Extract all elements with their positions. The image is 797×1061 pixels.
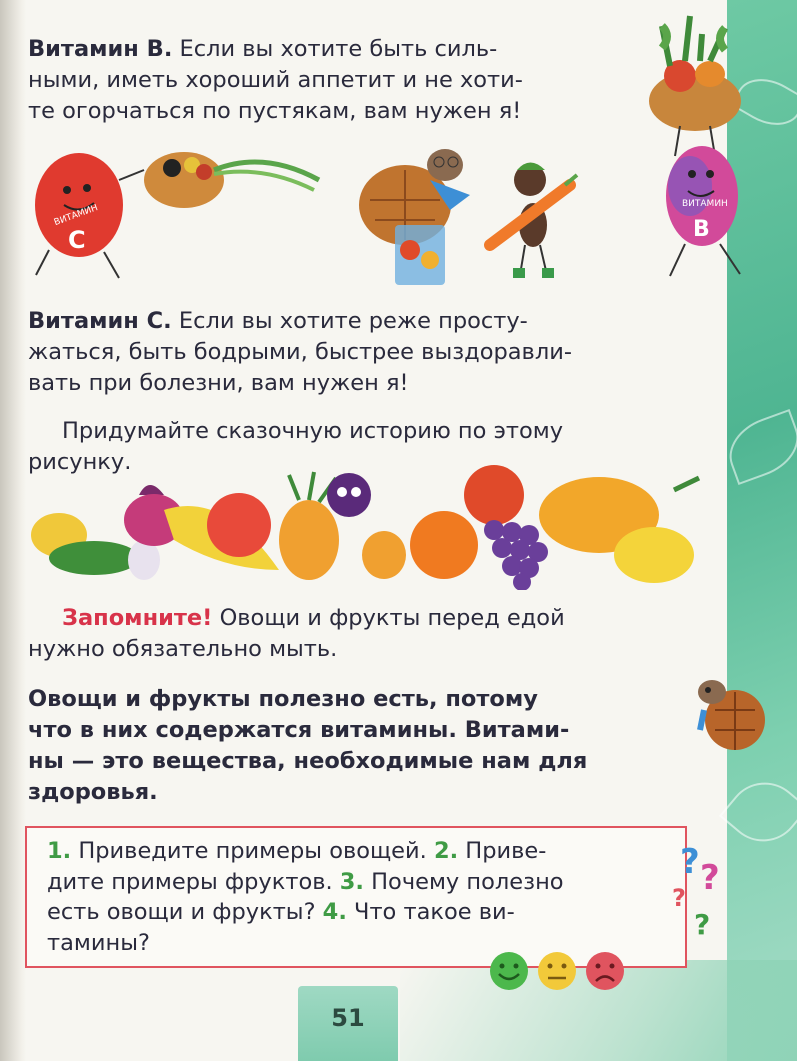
question-1: Приведите примеры овощей. bbox=[71, 838, 434, 864]
vitamin-b-badge-letter: В bbox=[693, 217, 710, 242]
vitamin-b-title: Витамин В. bbox=[28, 36, 173, 62]
vitamin-b-line1: Если вы хотите быть силь- bbox=[172, 36, 498, 62]
question-number-3: 3. bbox=[339, 868, 364, 895]
questions-text bbox=[47, 836, 643, 958]
page-number: 51 bbox=[298, 986, 398, 1061]
remember-label: Запомните! bbox=[62, 605, 213, 631]
vitamin-c-line2: жаться, быть бодрыми, быстрее выздоравли- bbox=[28, 339, 572, 365]
vitamin-b-character-illustration bbox=[640, 6, 750, 286]
vitamin-b-line2: ными, иметь хороший аппетит и не хоти- bbox=[28, 67, 523, 93]
question-3-part-a: Почему полезно bbox=[363, 868, 564, 895]
vitamin-c-badge-word: ВИТАМИН bbox=[52, 203, 100, 229]
task-line2: рисунку. bbox=[28, 449, 132, 475]
vitamin-c-line1: Если вы хотите реже просту- bbox=[171, 308, 528, 334]
question-number-4: 4. bbox=[322, 899, 347, 925]
neutral-face-icon bbox=[538, 952, 576, 990]
fruits-and-vegetables-illustration bbox=[24, 460, 704, 590]
question-number-1: 1. bbox=[47, 838, 72, 864]
task-line1: Придумайте сказочную историю по этому bbox=[62, 418, 564, 444]
self-assessment-faces bbox=[488, 950, 628, 992]
vitamin-c-character-illustration bbox=[24, 140, 324, 285]
question-4-part-b: тамины? bbox=[47, 929, 150, 956]
turtle-and-ant-illustration bbox=[355, 140, 585, 290]
question-number-2: 2. bbox=[433, 838, 459, 864]
vitamin-b-badge-word: ВИТАМИН bbox=[682, 199, 728, 209]
turtle-margin-illustration bbox=[690, 670, 770, 760]
vitamin-c-line3: вать при болезни, вам нужен я! bbox=[28, 370, 409, 396]
vitamin-c-paragraph bbox=[28, 306, 688, 399]
vitamin-b-line3: те огорчаться по пустякам, вам нужен я! bbox=[28, 98, 522, 124]
vitamin-b-paragraph bbox=[28, 34, 614, 127]
question-3-part-b: есть овощи и фрукты? bbox=[47, 899, 323, 925]
vitamin-c-badge-letter: С bbox=[68, 226, 86, 254]
rule-line2: что в них содержатся витамины. Витами- bbox=[28, 717, 570, 743]
question-mark-icon: ? bbox=[680, 842, 700, 882]
vitamin-c-title: Витамин С. bbox=[28, 308, 172, 334]
question-2-part-a: Приве- bbox=[458, 838, 547, 864]
question-mark-icon: ? bbox=[694, 908, 711, 941]
rule-line3: ны — это вещества, необходимые нам для bbox=[28, 748, 588, 774]
rule-paragraph bbox=[28, 684, 676, 808]
questions-box bbox=[25, 826, 687, 968]
rule-line1: Овощи и фрукты полезно есть, потому bbox=[28, 686, 538, 712]
question-2-part-b: дите примеры фруктов. bbox=[47, 868, 340, 895]
question-mark-icon: ? bbox=[672, 884, 686, 912]
page-gutter-shadow bbox=[0, 0, 26, 1061]
sad-face-icon bbox=[586, 952, 624, 990]
rule-line4: здоровья. bbox=[28, 779, 158, 805]
remember-line2: нужно обязательно мыть. bbox=[28, 636, 338, 662]
remember-paragraph bbox=[28, 603, 688, 665]
happy-face-icon bbox=[490, 952, 528, 990]
question-mark-icon: ? bbox=[700, 858, 720, 898]
question-4-part-a: Что такое ви- bbox=[346, 899, 515, 925]
remember-line1: Овощи и фрукты перед едой bbox=[212, 605, 565, 631]
